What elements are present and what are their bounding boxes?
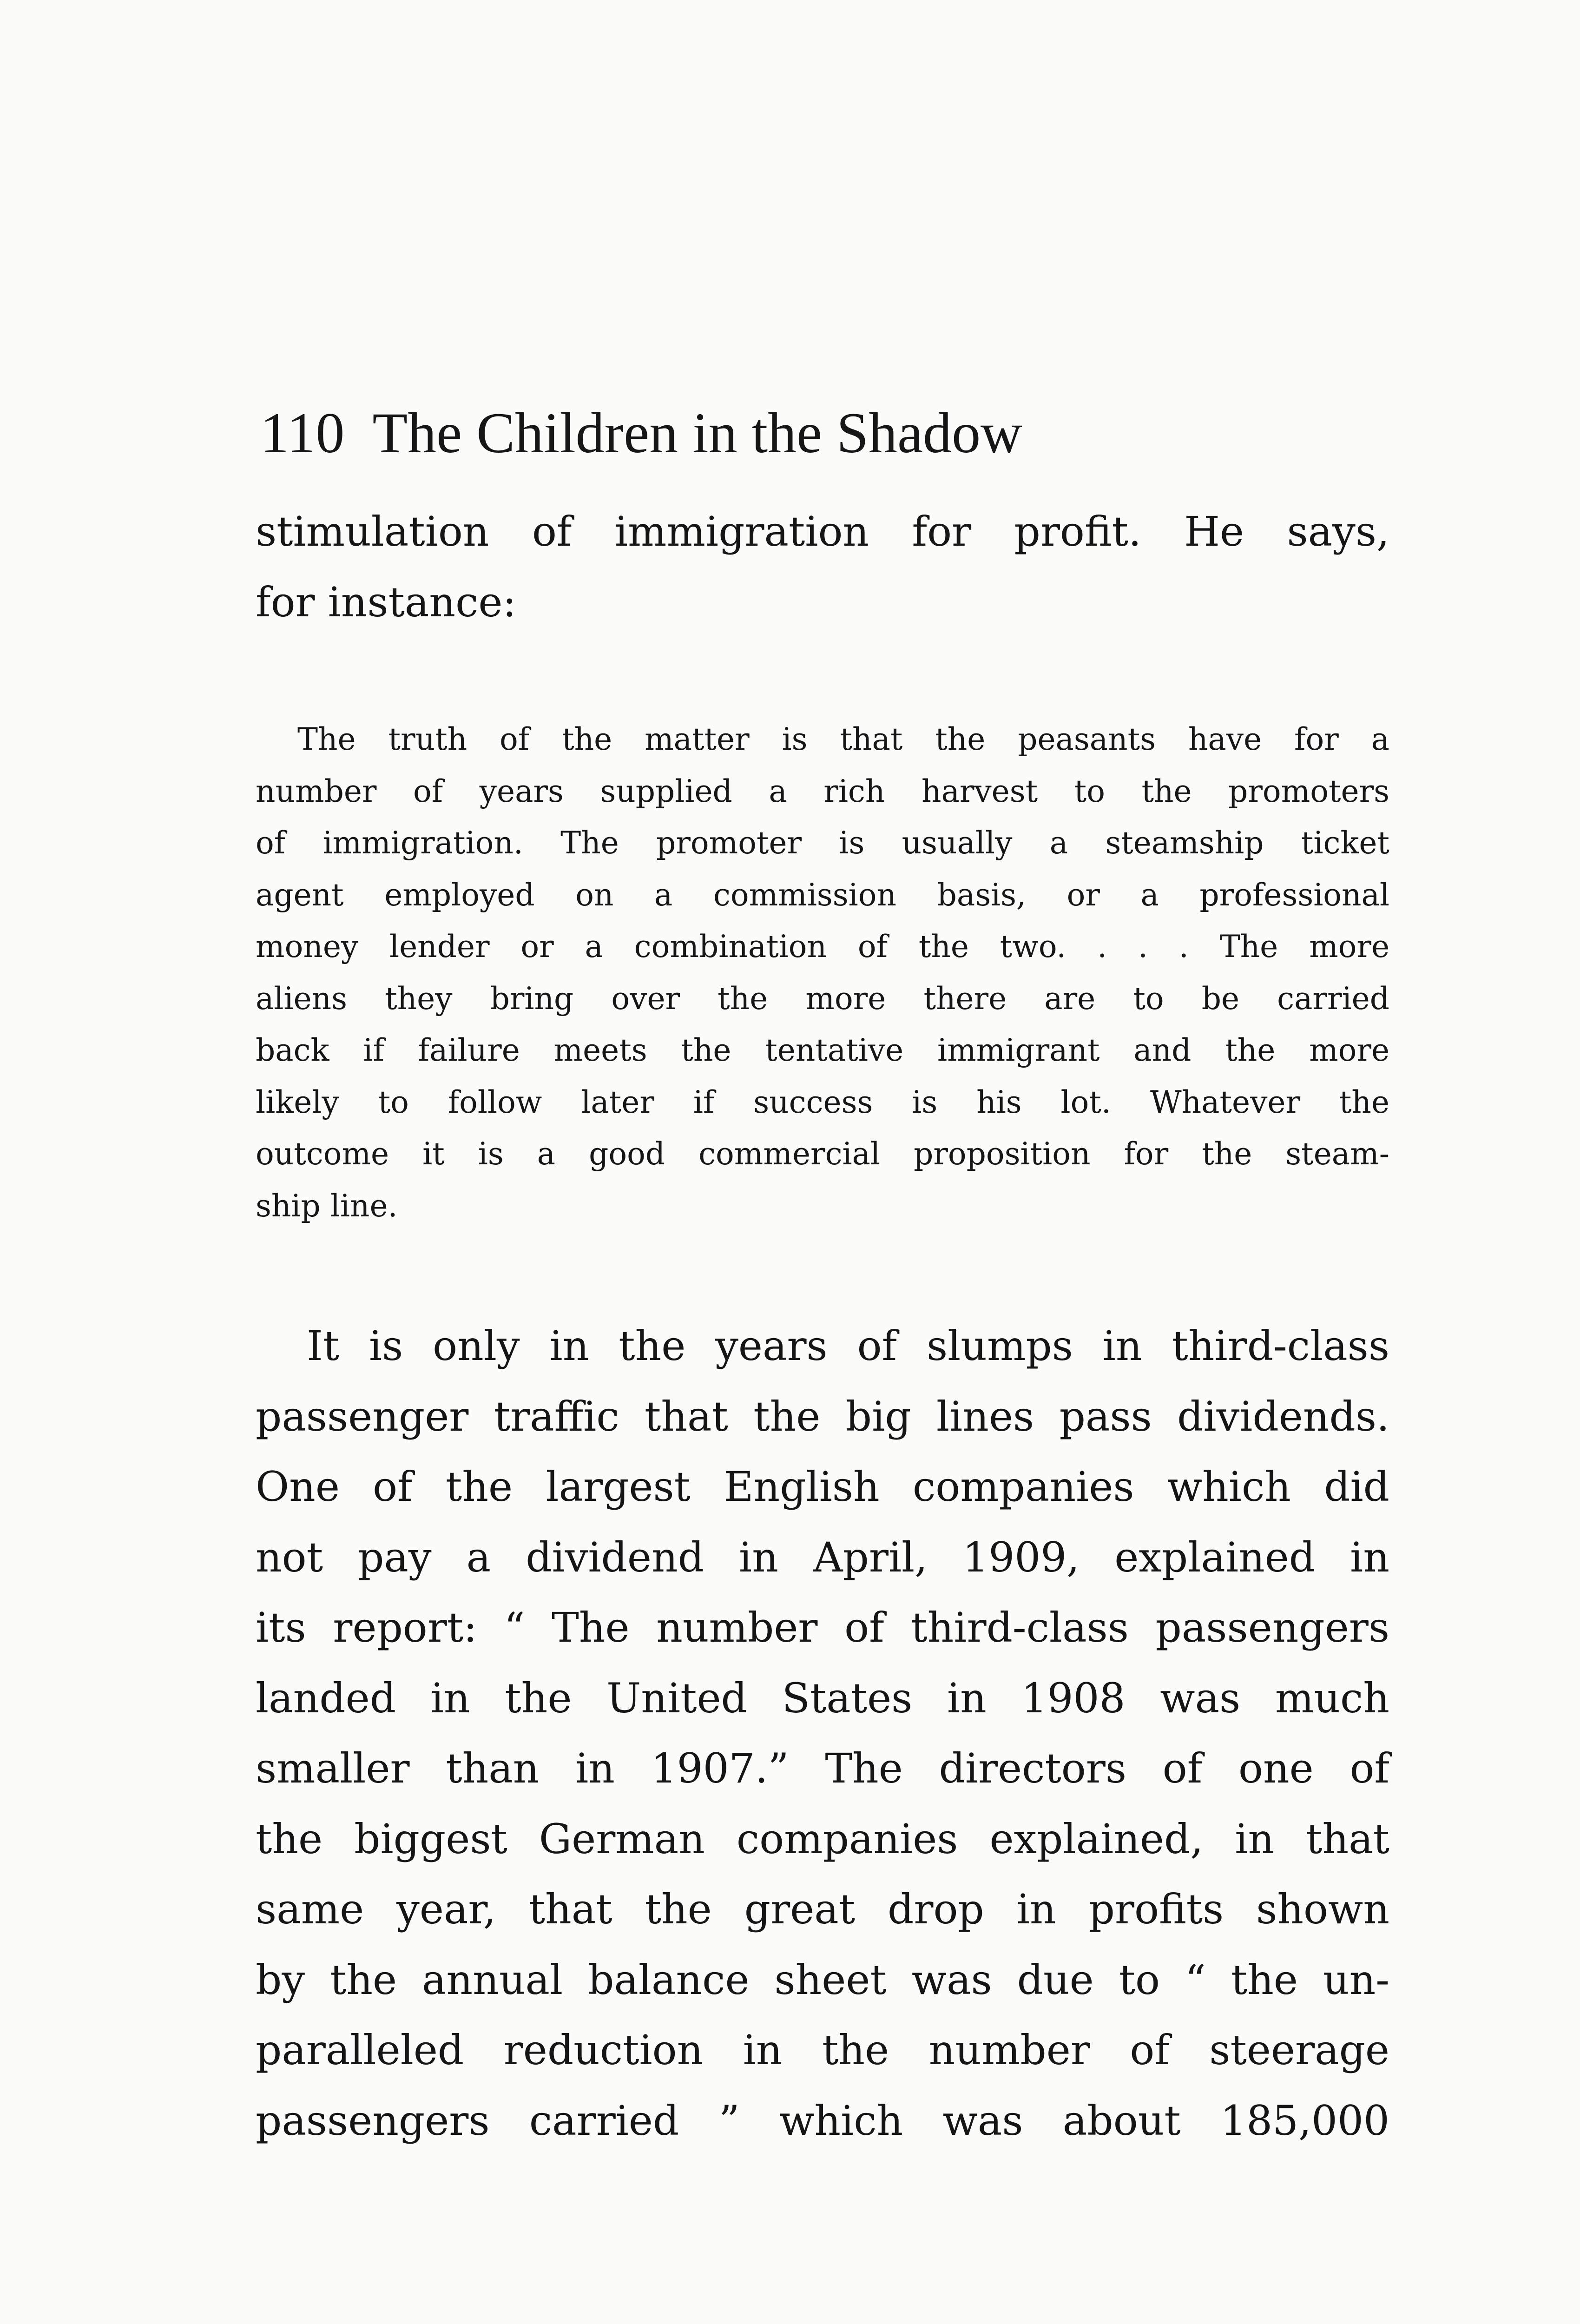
quote-line: money lender or a combination of the two. . . . The more [256,929,1389,964]
body-paragraph [256,1311,1389,2156]
page-number: 110 [260,401,345,465]
text-line: One of the largest English companies which did [256,1463,1389,1511]
running-head-title: The Children in the Shadow [372,401,1022,465]
text-line: same year, that the great drop in profits shown [256,1885,1389,1933]
quote-line: back if failure meets the tentative immigrant and the more [256,1032,1389,1068]
text-line: passengers carried ” which was about 185,000 [256,2096,1389,2145]
text-line: not pay a dividend in April, 1909, explained in [256,1533,1389,1581]
quote-line: The truth of the matter is that the peasants have for a [297,721,1389,757]
text-line: by the annual balance sheet was due to “ the un- [256,1955,1389,2004]
quote-line: ship line. [256,1188,398,1224]
quote-line: agent employed on a commission basis, or a professional [256,877,1389,913]
text-line: its report: “ The number of third-class passengers [256,1604,1389,1651]
text-line: smaller than in 1907.” The directors of one of [256,1744,1389,1792]
text-line: stimulation of immigration for profit. He says, [256,508,1389,555]
text-line: paralleled reduction in the number of steerage [256,2026,1389,2074]
quote-line: outcome it is a good commercial proposition for the steam- [256,1136,1389,1172]
text-line: for instance: [256,578,517,626]
text-line: the biggest German companies explained, in that [256,1815,1389,1863]
block-quote [256,713,1389,1232]
quote-line: likely to follow later if success is his lot. Whatever the [256,1084,1389,1120]
running-head [260,396,1394,470]
intro-text [256,496,1389,638]
text-line: landed in the United States in 1908 was much [256,1674,1389,1722]
text-line: It is only in the years of slumps in third-class [307,1322,1389,1370]
text-line: passenger traffic that the big lines pass dividends. [256,1392,1389,1440]
quote-line: aliens they bring over the more there are to be carried [256,980,1389,1017]
quote-line: of immigration. The promoter is usually a steamship ticket [256,825,1389,861]
quote-line: number of years supplied a rich harvest to the promoters [256,773,1389,809]
